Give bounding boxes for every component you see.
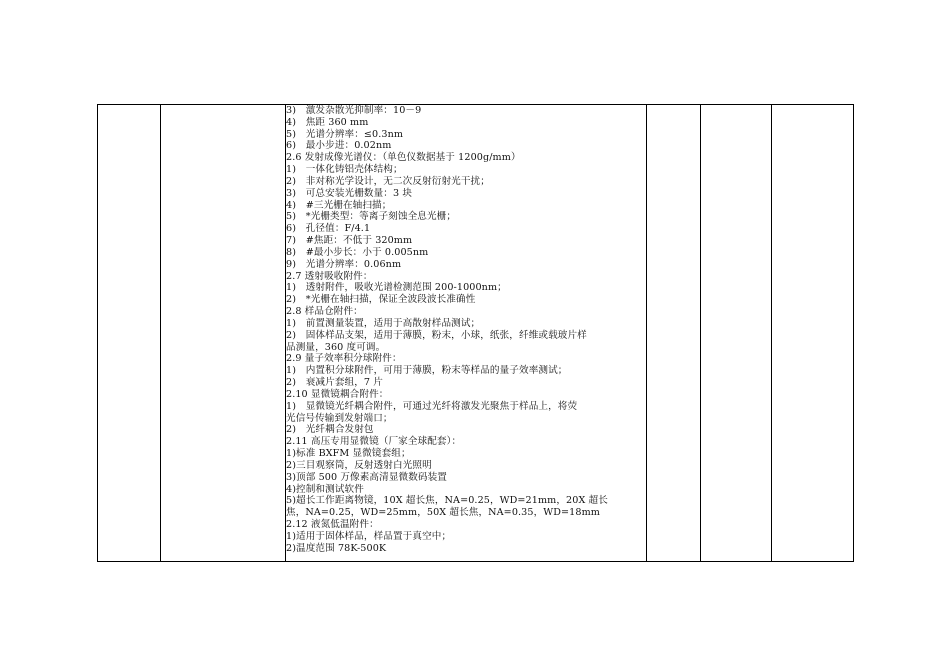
spec-line: 3) 可总安装光栅数量：3 块	[286, 187, 413, 199]
spec-line: 6) 孔径值：F/4.1	[286, 223, 371, 235]
spec-line: 2)温度范围 78K-500K	[286, 542, 387, 554]
spec-line: 1)适用于固体样品，样品置于真空中；	[286, 530, 452, 542]
spec-line: 2.7 透射吸收附件：	[286, 270, 373, 282]
spec-line: 1) 前置测量装置，适用于高散射样品测试；	[286, 317, 481, 329]
table-cell-specification	[286, 105, 647, 562]
table-cell-quantity	[647, 105, 701, 562]
spec-line: 2) *光栅在轴扫描，保证全波段波长准确性	[286, 294, 476, 306]
spec-line: 1) 内置积分球附件，可用于薄膜，粉末等样品的量子效率测试；	[286, 365, 568, 377]
spec-line: 焦，NA=0.25，WD=25mm，50X 超长焦，NA=0.35，WD=18mm	[286, 507, 600, 519]
spec-line: 1)标准 BXFM 显微镜套组；	[286, 448, 411, 460]
spec-line: 5) 光谱分辨率：≤0.3nm	[286, 128, 404, 140]
spec-line: 1) 透射附件，吸收光谱检测范围 200-1000nm；	[286, 282, 507, 294]
spec-table	[97, 104, 854, 562]
spec-line: 5)超长工作距离物镜，10X 超长焦，NA=0.25，WD=21mm，20X 超长	[286, 495, 608, 507]
spec-line: 2) 光纤耦合发射包	[286, 424, 374, 436]
spec-line: 2.9 量子效率积分球附件：	[286, 353, 402, 365]
table-cell-remarks	[772, 105, 854, 562]
table-cell-index	[98, 105, 161, 562]
spec-line: 光信号传输到发射端口；	[286, 412, 393, 424]
spec-line: 5) *光栅类型：等离子刻蚀全息光栅；	[286, 211, 457, 223]
spec-line: 2) 衰减片套组，7 片	[286, 377, 383, 389]
table-row	[98, 105, 854, 562]
spec-line: 2.8 样品仓附件：	[286, 306, 363, 318]
spec-line: 6) 最小步进：0.02nm	[286, 140, 392, 152]
spec-line: 4) #三光栅在轴扫描；	[286, 199, 392, 211]
spec-line: 3) 激发杂散光抑制率：10－9	[286, 105, 422, 116]
spec-line: 9) 光谱分辨率：0.06nm	[286, 258, 402, 270]
table-cell-unit	[701, 105, 772, 562]
table-cell-name	[161, 105, 286, 562]
spec-line: 品测量，360 度可调。	[286, 341, 386, 353]
spec-line: 1) 一体化铸铝壳体结构；	[286, 164, 403, 176]
spec-line: 4)控制和测试软件	[286, 483, 364, 495]
spec-line: 2.11 高压专用显微镜（厂家全球配套）：	[286, 436, 462, 448]
spec-line: 2.6 发射成像光谱仪：（单色仪数据基于 1200g/mm）	[286, 152, 521, 164]
spec-line: 2.10 显微镜耦合附件：	[286, 388, 389, 400]
spec-line: 7) #焦距：不低于 320mm	[286, 235, 413, 247]
spec-line: 2)三目观察筒，反射透射白光照明	[286, 459, 432, 471]
spec-line: 2.12 液氮低温附件：	[286, 518, 379, 530]
spec-line: 2) 非对称光学设计，无二次反射衍射光干扰；	[286, 175, 490, 187]
spec-line: 8) #最小步长：小于 0.005nm	[286, 246, 429, 258]
spec-line: 4) 焦距 360 mm	[286, 116, 369, 128]
spec-line: 1) 显微镜光纤耦合附件，可通过光纤将激发光聚焦于样品上，将荧	[286, 400, 578, 412]
spec-line: 3)顶部 500 万像素高清显微数码装置	[286, 471, 447, 483]
spec-line: 2) 固体样品支架，适用于薄膜，粉末，小球，纸张，纤维或载玻片样	[286, 329, 587, 341]
